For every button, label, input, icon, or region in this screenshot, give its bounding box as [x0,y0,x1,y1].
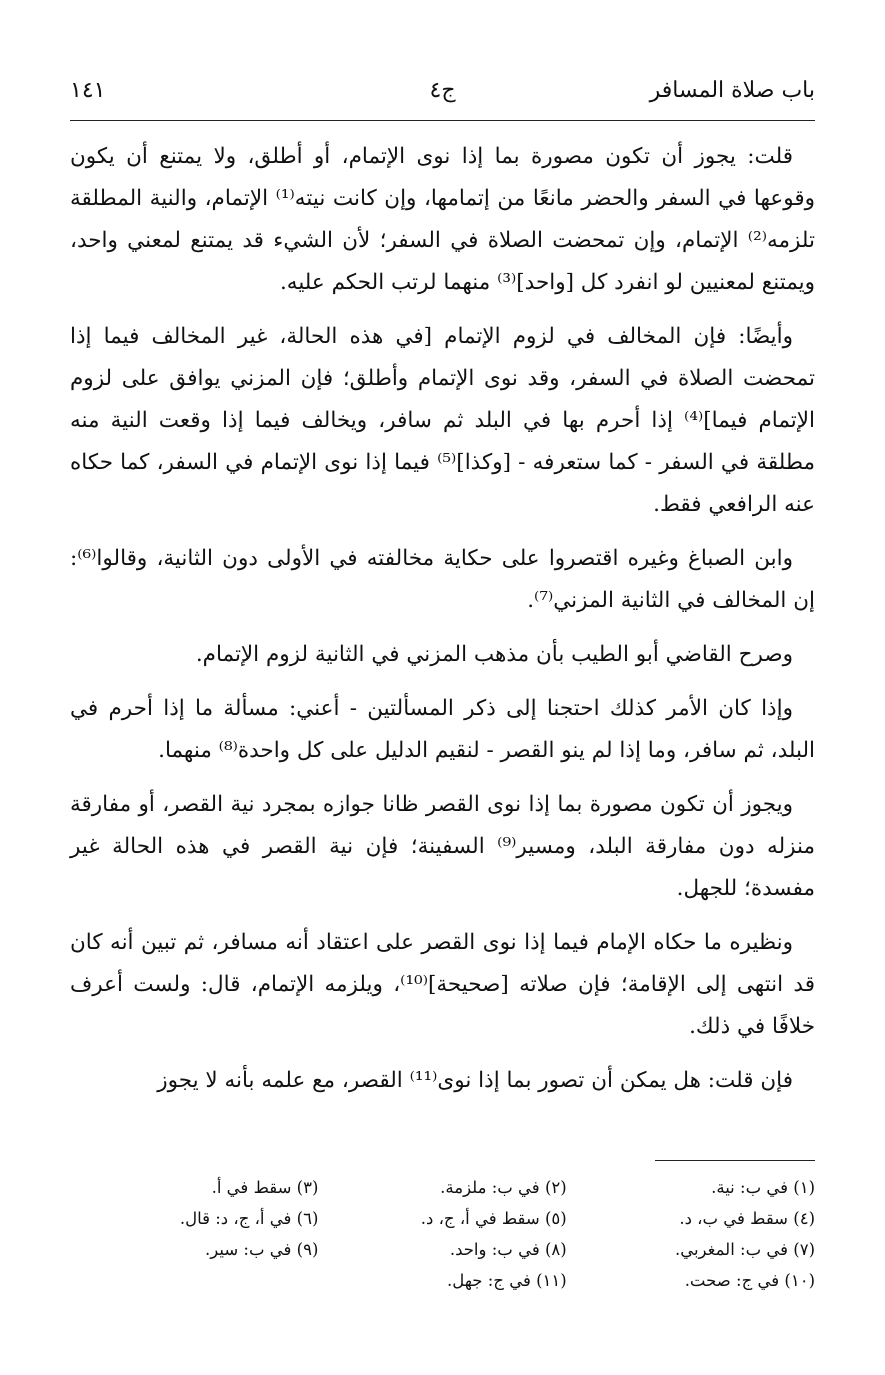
footnote: (٨) في ب: واحد. [449,1240,567,1259]
paragraph: قلت: يجوز أن تكون مصورة بما إذا نوى الإتمام، أو أطلق، ولا يمتنع أن يكون وقوعها في السفر والحضر مانعًا من إتمامها، وإن كانت نيته⁽¹⁾ الإتمام، والنية المطلقة تلزمه⁽²⁾ الإتمام، وإن تمحضت الصلاة في السفر؛ لأن الشيء قد يمتنع لمعني واحد، ويمتنع لمعنيين لو انفرد كل [واحد]⁽³⁾ منهما لرتب الحكم عليه. [70,144,815,295]
paragraph: وابن الصباغ وغيره اقتصروا على حكاية مخالفته في الأولى دون الثانية، وقالوا⁽⁶⁾: إن المخالف في الثانية المزني⁽⁷⁾. [70,546,815,613]
paragraph: ويجوز أن تكون مصورة بما إذا نوى القصر ظانا جوازه بمجرد نية القصر، أو مفارقة منزله دون مفارقة البلد، ومسير⁽⁹⁾ السفينة؛ فإن نية القصر في هذه الحالة غير مفسدة؛ للجهل. [70,792,815,901]
paragraph: ونظيره ما حكاه الإمام فيما إذا نوى القصر على اعتقاد أنه مسافر، ثم تبين أنه كان قد انتهى إلى الإقامة؛ فإن صلاته [صحيحة]⁽¹⁰⁾، ويلزمه الإتمام، قال: ولست أعرف خلافًا في ذلك. [70,930,816,1039]
footnote: (٢) في ب: ملزمة. [440,1178,567,1197]
paragraph: وإذا كان الأمر كذلك احتجنا إلى ذكر المسألتين - أعني: مسألة ما إذا أحرم في البلد، ثم سافر، وما إذا لم ينو القصر - لنقيم الدليل على كل واحدة⁽⁸⁾ منهما. [70,696,815,763]
chapter-title: باب صلاة المسافر [649,78,815,103]
footnote-row [70,1172,815,1203]
header-rule [70,120,815,121]
footnote: (١٠) في ج: صحت. [684,1271,815,1290]
footnote: (٣) سقط في أ. [211,1178,319,1197]
footnote: (١) في ب: نية. [711,1178,815,1197]
volume-label: ج٤ [429,78,456,103]
running-header [70,78,815,114]
footnotes [70,1172,815,1296]
page-number: ١٤١ [70,78,106,103]
footnote: (٩) في ب: سير. [205,1240,319,1259]
footnote: (٧) في ب: المغربي. [674,1240,815,1259]
footnote [70,1265,318,1296]
paragraph: فإن قلت: هل يمكن أن تصور بما إذا نوى⁽¹¹⁾ القصر، مع علمه بأنه لا يجوز [157,1068,793,1093]
footnote-row [70,1203,815,1234]
footnote-row [70,1265,815,1296]
paragraph: وصرح القاضي أبو الطيب بأن مذهب المزني في الثانية لزوم الإتمام. [195,642,793,667]
main-text [70,136,815,1114]
footnote: (٥) سقط في أ، ج، د. [420,1209,567,1228]
footnote-rule [655,1160,815,1161]
footnote: (٦) في أ، ج، د: قال. [179,1209,319,1228]
footnote: (١١) في ج: جهل. [446,1271,567,1290]
paragraph: وأيضًا: فإن المخالف في لزوم الإتمام [في هذه الحالة، غير المخالف فيما إذا تمحضت الصلاة في السفر، وقد نوى الإتمام وأطلق؛ فإن المزني يوافق على لزوم الإتمام فيما]⁽⁴⁾ إذا أحرم بها في البلد ثم سافر، ويخالف فيما إذا وقعت النية منه مطلقة في السفر - كما ستعرفه - [وكذا]⁽⁵⁾ فيما إذا نوى الإتمام في السفر، كما حكاه عنه الرافعي فقط. [70,324,816,517]
footnote-row [70,1234,815,1265]
footnote: (٤) سقط في ب، د. [679,1209,815,1228]
